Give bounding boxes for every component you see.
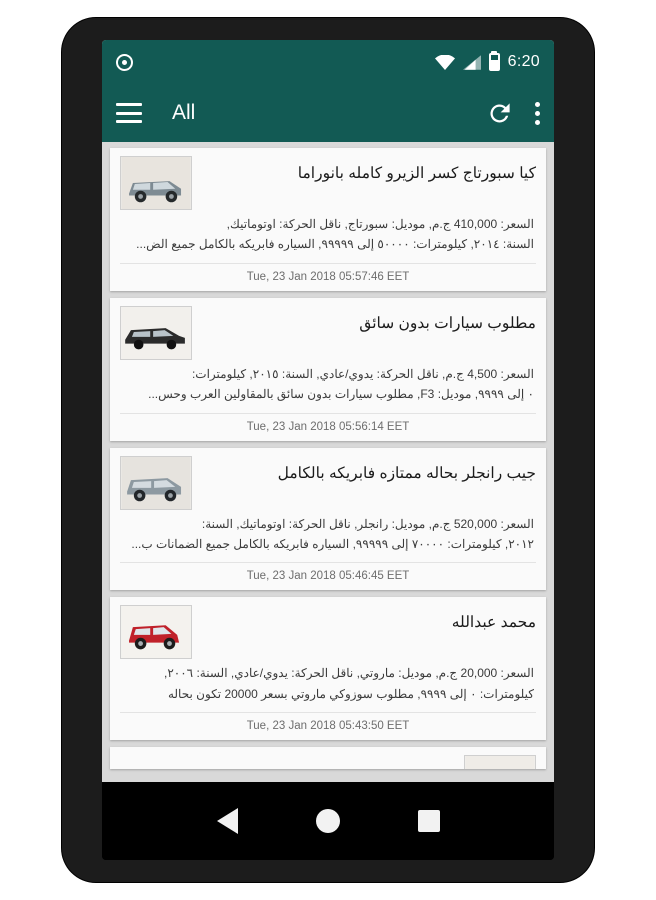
list-item-details: [120, 659, 536, 706]
list-item-details: [120, 210, 536, 257]
app-bar-actions: [486, 100, 540, 127]
android-navigation-bar: [102, 782, 554, 860]
app-screen: [102, 40, 554, 782]
record-circle-icon: [116, 54, 133, 71]
list-item-detail-line: ٢٠١٢, كيلومترات: ٧٠٠٠٠ إلى ٩٩٩٩٩, السياره فابريكه بالكامل جميع الضمانات ب...: [131, 536, 534, 551]
list-item-header: [120, 605, 536, 659]
list-item-header: [120, 456, 536, 510]
list-item-detail-line: السنة: ٢٠١٤, كيلومترات: ٥٠٠٠٠ إلى ٩٩٩٩٩, السياره فابريكه بالكامل جميع الض...: [136, 237, 534, 252]
list-item-detail-line: كيلومترات: ٠ إلى ٩٩٩٩, مطلوب سوزوكي ماروتي بسعر 20000 تكون بحاله: [167, 686, 534, 701]
recents-square-icon[interactable]: [418, 810, 440, 832]
list-item-detail-line: السعر: 4,500 ج.م, ناقل الحركة: يدوي/عادي, السنة: ٢٠١٥, كيلومترات:: [191, 366, 534, 381]
list-item-date: Tue, 23 Jan 2018 05:46:45 EET: [120, 562, 536, 590]
status-bar: [102, 40, 554, 84]
list-item-title: مطلوب سيارات بدون سائق: [359, 314, 536, 332]
listings-list[interactable]: [102, 142, 554, 782]
car-thumbnail: [120, 456, 192, 510]
status-bar-left: [116, 54, 133, 71]
car-thumbnail-red: [120, 605, 192, 659]
car-thumbnail: [120, 156, 192, 210]
list-item-header: [120, 156, 536, 210]
back-triangle-icon[interactable]: [217, 808, 238, 834]
list-item-detail-line: السعر: 20,000 ج.م, موديل: ماروتي, ناقل الحركة: يدوي/عادي, السنة: ٢٠٠٦,: [164, 666, 534, 681]
list-item-header: [120, 306, 536, 360]
list-item-details: [120, 510, 536, 557]
list-item[interactable]: [110, 597, 546, 740]
list-item-detail-line: السعر: 520,000 ج.م, موديل: رانجلر, ناقل الحركة: اوتوماتيك, السنة:: [201, 516, 534, 531]
status-bar-right: [435, 53, 540, 71]
car-thumbnail: [120, 306, 192, 360]
list-item-detail-line: السعر: 410,000 ج.م, موديل: سبورتاج, ناقل الحركة: اوتوماتيك,: [226, 217, 534, 231]
wifi-icon: [435, 55, 455, 70]
list-item-detail-line: ٠ إلى ٩٩٩٩, موديل: F3, مطلوب سيارات بدون سائق بالمقاولين العرب وحس...: [148, 387, 534, 402]
tablet-device-frame: [62, 18, 594, 882]
app-bar: [102, 84, 554, 142]
list-item-date: Tue, 23 Jan 2018 05:43:50 EET: [120, 712, 536, 740]
status-clock: 6:20: [507, 53, 540, 70]
refresh-icon[interactable]: [486, 100, 513, 127]
list-item-title: محمد عبدالله: [451, 614, 536, 632]
car-thumbnail: [464, 755, 536, 769]
hamburger-menu-icon[interactable]: [116, 103, 142, 123]
home-circle-icon[interactable]: [316, 809, 340, 833]
list-item-details: [120, 360, 536, 407]
overflow-menu-icon[interactable]: [535, 102, 540, 125]
list-item[interactable]: [110, 148, 546, 291]
list-item-date: Tue, 23 Jan 2018 05:56:14 EET: [120, 413, 536, 441]
list-item[interactable]: [110, 448, 546, 591]
list-item-title: كيا سبورتاج كسر الزيرو كامله بانوراما: [297, 165, 536, 182]
list-item-header: [120, 755, 536, 769]
signal-icon: [463, 55, 481, 70]
list-item-date: Tue, 23 Jan 2018 05:57:46 EET: [120, 263, 536, 291]
device-screen-area: [102, 40, 554, 860]
list-item[interactable]: [110, 298, 546, 441]
list-item-partial[interactable]: [110, 747, 546, 769]
list-item-title: جيب رانجلر بحاله ممتازه فابريكه بالكامل: [277, 464, 536, 482]
page-title: All: [172, 101, 196, 124]
battery-icon: [489, 53, 500, 71]
